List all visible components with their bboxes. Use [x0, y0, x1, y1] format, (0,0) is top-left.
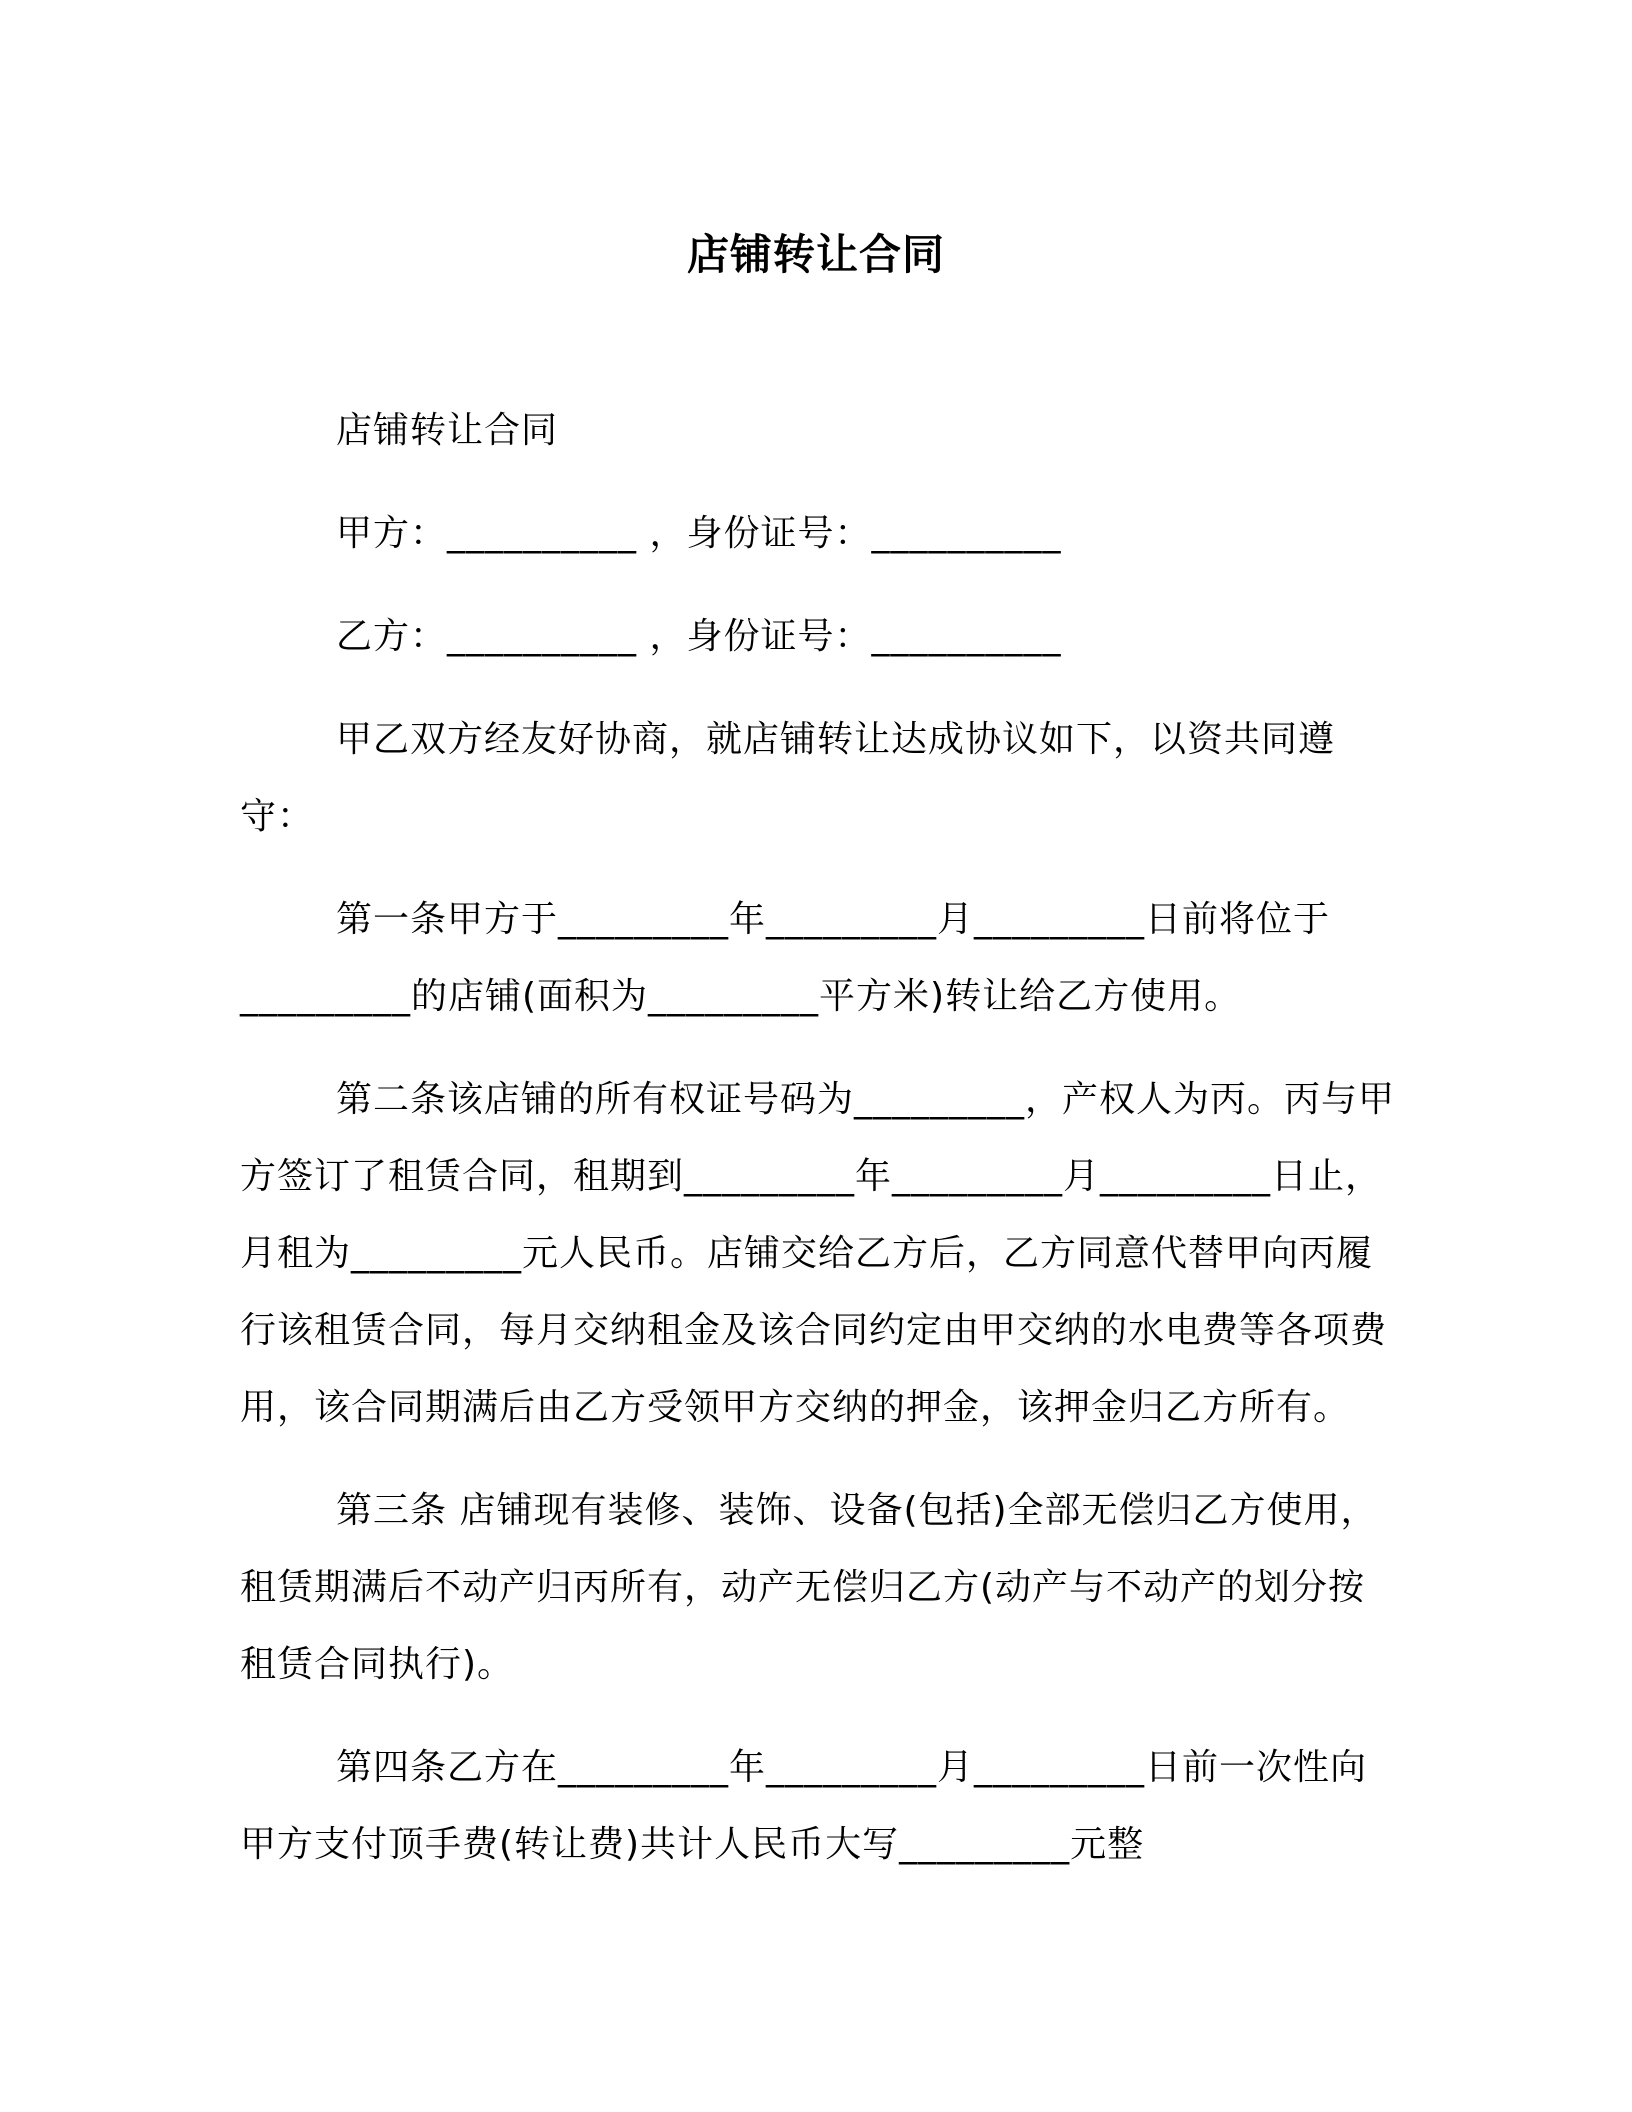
- paragraph-article-2: 第二条该店铺的所有权证号码为_________，产权人为丙。丙与甲方签订了租赁合同，租期到_________年_________月_________日止，月租为_________元人民币。店铺交给乙方后，乙方同意代替甲向丙履行该租赁合同，每月交纳租金及该合同约定由甲交纳的水电费等各项费用，该合同期满后由乙方受领甲方交纳的押金，该押金归乙方所有。: [240, 1079, 1396, 1428]
- paragraph-preamble: 甲乙双方经友好协商，就店铺转让达成协议如下，以资共同遵守：: [240, 719, 1336, 837]
- document-title: 店铺转让合同: [686, 230, 945, 279]
- paragraph-heading: 店铺转让合同: [336, 410, 559, 451]
- paragraph-article-4: 第四条乙方在_________年_________月_________日前一次性向甲方支付顶手费(转让费)共计人民币大写_________元整: [240, 1747, 1368, 1865]
- document-body: [240, 392, 1400, 1909]
- paragraph-party-a: 甲方：__________ ，身份证号：__________: [336, 513, 1062, 554]
- paragraph-party-b: 乙方：__________ ，身份证号：__________: [336, 616, 1062, 657]
- paragraph-article-3: 第三条 店铺现有装修、装饰、设备(包括)全部无偿归乙方使用，租赁期满后不动产归丙所有，动产无偿归乙方(动产与不动产的划分按租赁合同执行)。: [240, 1490, 1378, 1685]
- paragraph-article-1: 第一条甲方于_________年_________月_________日前将位于_________的店铺(面积为_________平方米)转让给乙方使用。: [240, 899, 1331, 1017]
